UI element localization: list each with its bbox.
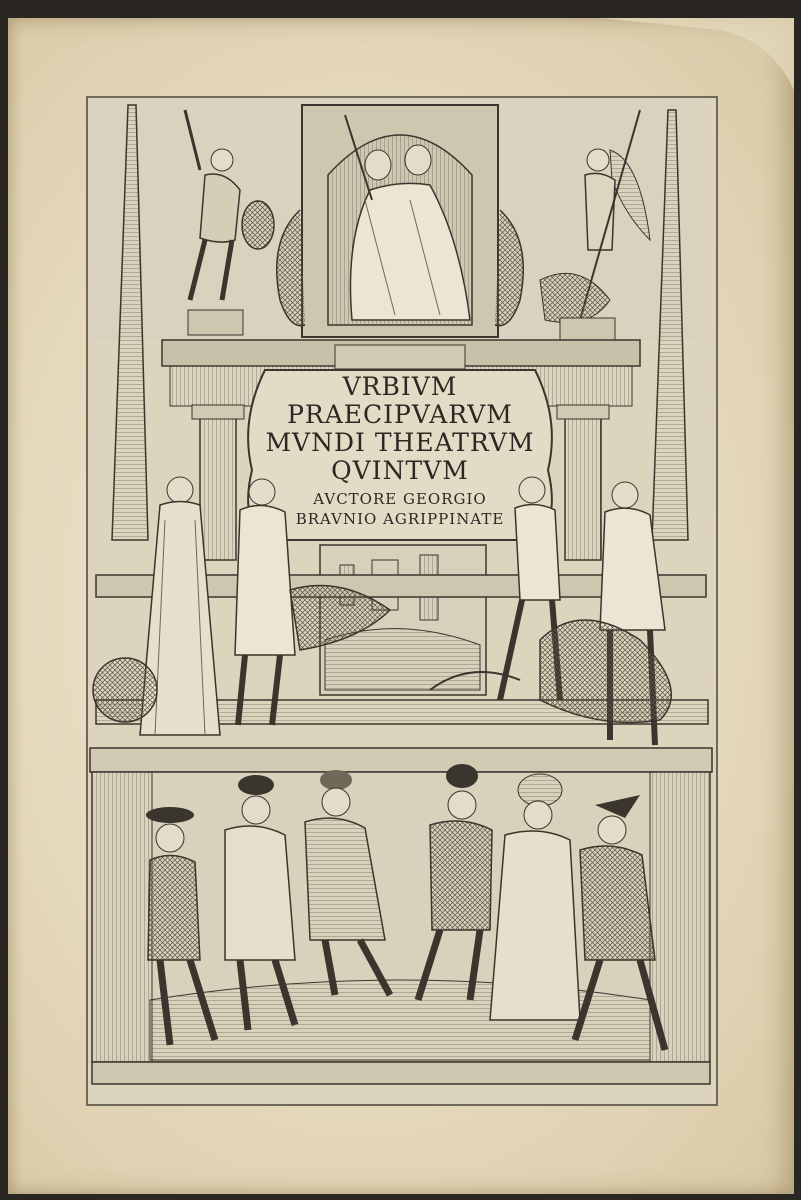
left-capital — [192, 405, 244, 419]
right-column — [565, 410, 601, 560]
left-column — [200, 410, 236, 560]
title-line-4: QVINTVM — [331, 456, 469, 485]
torn-corner — [600, 18, 794, 90]
cartouche-crest — [335, 345, 465, 369]
right-capital — [557, 405, 609, 419]
title-line-1: VRBIVM — [342, 372, 458, 401]
america-figure — [540, 482, 671, 745]
title-line-2: PRAECIPVARVM — [287, 400, 513, 429]
separator-band — [90, 748, 712, 772]
bottom-base — [92, 1062, 710, 1084]
europe-figure — [93, 477, 220, 735]
lower-left-pillar — [92, 772, 152, 1062]
author-line-1: AVCTORE GEORGIO — [313, 490, 487, 508]
author-line-2: BRAVNIO AGRIPPINATE — [295, 510, 505, 528]
title-line-3: MVNDI THEATRVM — [265, 428, 535, 457]
